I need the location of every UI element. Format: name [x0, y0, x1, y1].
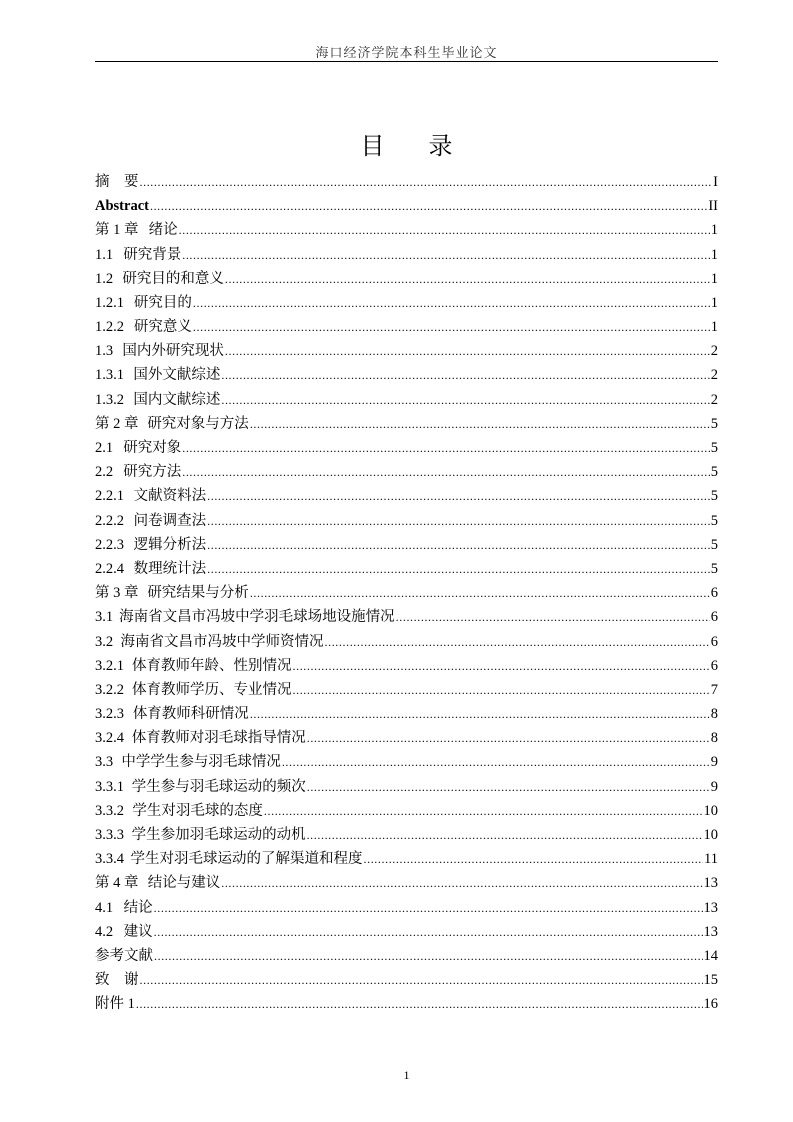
toc-dot-leader: [207, 484, 710, 508]
toc-entry-label: 海南省文昌市冯坡中学羽毛球场地设施情况: [119, 609, 395, 626]
toc-dot-leader: [221, 363, 709, 387]
toc-entry-number: 第 4 章: [95, 875, 139, 892]
toc-entry-page: 8: [710, 706, 718, 723]
toc-dot-leader: [293, 654, 710, 678]
toc-entry-label: 绪论: [148, 222, 178, 239]
toc-dot-leader: [182, 460, 710, 484]
toc-dot-leader: [250, 702, 710, 726]
toc-entry-page: 13: [703, 875, 718, 892]
toc-entry-label: 学生参与羽毛球运动的频次: [131, 778, 306, 795]
toc-entry[interactable]: [95, 460, 718, 484]
toc-entry[interactable]: [95, 291, 718, 315]
toc-dot-leader: [154, 944, 703, 968]
toc-entry[interactable]: [95, 533, 718, 557]
toc-dot-leader: [307, 726, 710, 750]
toc-entry-page: 6: [710, 633, 718, 650]
toc-dot-leader: [207, 557, 710, 581]
toc-entry-label: 摘 要: [95, 173, 139, 190]
toc-entry-label: 附件 1: [95, 996, 135, 1013]
toc-entry[interactable]: [95, 847, 718, 871]
toc-dot-leader: [154, 896, 703, 920]
toc-dot-leader: [250, 581, 710, 605]
toc-entry[interactable]: [95, 920, 718, 944]
toc-entry-label: 国内文献综述: [133, 391, 221, 408]
toc-entry-number: 1.2.1: [95, 294, 124, 311]
toc-entry-number: 3.2: [95, 633, 114, 650]
toc-entry-label: 学生对羽毛球的态度: [132, 802, 263, 819]
toc-entry-label: 结论与建议: [147, 875, 221, 892]
toc-title: 目录: [360, 134, 497, 160]
toc-dot-leader: [207, 509, 710, 533]
toc-entry[interactable]: [95, 654, 718, 678]
running-header: 海口经济学院本科生毕业论文: [315, 45, 498, 60]
toc-entry-label: 体育教师对羽毛球指导情况: [131, 730, 306, 747]
toc-entry-number: 1.3: [95, 343, 114, 360]
toc-entry-number: 3.3: [95, 754, 114, 771]
toc-entry-label: 学生参加羽毛球运动的动机: [131, 827, 306, 844]
toc-entry-label: 致 谢: [95, 972, 139, 989]
toc-entry-page: 9: [710, 754, 718, 771]
toc-dot-leader: [364, 847, 704, 871]
toc-entry-number: 3.2.4: [95, 730, 124, 747]
toc-entry-page: 6: [710, 585, 718, 602]
toc-entry-page: 5: [710, 536, 718, 553]
toc-entry-page: 9: [710, 778, 718, 795]
toc-entry-label: 结论: [123, 899, 153, 916]
toc-entry-label: 中学学生参与羽毛球情况: [121, 754, 281, 771]
toc-entry[interactable]: [95, 968, 718, 992]
toc-entry-number: 2.2: [95, 464, 114, 481]
toc-entry-label: 研究对象: [123, 440, 182, 457]
toc-entry-page: 10: [703, 827, 718, 844]
toc-entry-page: 5: [710, 488, 718, 505]
toc-entry-page: 13: [703, 899, 718, 916]
toc-dot-leader: [396, 605, 710, 629]
toc-entry-label: 海南省文昌市冯坡中学师资情况: [120, 633, 324, 650]
toc-entry-page: 11: [704, 851, 718, 868]
toc-entry[interactable]: [95, 871, 718, 895]
toc-entry-label: 国外文献综述: [133, 367, 221, 384]
toc-dot-leader: [225, 267, 710, 291]
toc-dot-leader: [150, 194, 707, 218]
toc-entry-number: 2.2.4: [95, 560, 124, 577]
toc-entry-number: 3.2.1: [95, 657, 124, 674]
toc-entry-label: 数理统计法: [133, 560, 207, 577]
toc-entry-number: 2.2.3: [95, 536, 124, 553]
toc-entry[interactable]: [95, 726, 718, 750]
toc-entry-label: 参考文献: [95, 947, 153, 964]
toc-entry-page: 6: [710, 609, 718, 626]
toc-entry-label: 国内外研究现状: [122, 343, 224, 360]
toc-dot-leader: [221, 388, 709, 412]
toc-dot-leader: [207, 533, 710, 557]
toc-dot-leader: [225, 339, 710, 363]
toc-entry-page: II: [708, 198, 718, 215]
toc-entry[interactable]: [95, 315, 718, 339]
toc-entry[interactable]: [95, 218, 718, 242]
toc-entry[interactable]: [95, 896, 718, 920]
toc-entry-label: 体育教师学历、专业情况: [132, 681, 292, 698]
toc-entry-number: 3.2.2: [95, 681, 124, 698]
toc-entry-label: 研究方法: [123, 464, 182, 481]
toc-dot-leader: [140, 170, 713, 194]
toc-entry-label: 研究意义: [133, 319, 192, 336]
toc-entry-label: 文献资料法: [133, 488, 207, 505]
toc-entry[interactable]: [95, 678, 718, 702]
toc-entry-label: 体育教师科研情况: [132, 706, 249, 723]
toc-entry[interactable]: [95, 823, 718, 847]
toc-entry[interactable]: [95, 944, 718, 968]
toc-entry-number: 2.2.2: [95, 512, 124, 529]
toc-entry-page: 1: [710, 246, 718, 263]
toc-entry-number: 1.3.2: [95, 391, 124, 408]
toc-entry-page: 7: [710, 681, 718, 698]
toc-entry-number: 第 1 章: [95, 222, 139, 239]
toc-entry-label: 建议: [123, 923, 153, 940]
toc-entry[interactable]: [95, 751, 718, 775]
toc-entry-page: 15: [703, 972, 718, 989]
toc-entry[interactable]: [95, 581, 718, 605]
toc-entry-label: 研究目的和意义: [122, 270, 224, 287]
toc-entry-number: 3.3.2: [95, 802, 124, 819]
toc-entry[interactable]: [95, 605, 718, 629]
toc-entry-number: 3.1: [95, 609, 114, 626]
toc-entry-page: 10: [703, 802, 718, 819]
toc-entry-number: 1.2.2: [95, 319, 124, 336]
toc-entry-number: 1.1: [95, 246, 114, 263]
toc-entry-number: 3.3.3: [95, 827, 124, 844]
toc-entry[interactable]: [95, 436, 718, 460]
toc-entry-number: 3.3.4: [95, 851, 124, 868]
toc-entry-page: 5: [710, 440, 718, 457]
toc-entry[interactable]: [95, 484, 718, 508]
toc-entry-number: 第 2 章: [95, 415, 139, 432]
toc-entry-page: 8: [710, 730, 718, 747]
toc-entry-page: 1: [710, 222, 718, 239]
toc-entry-page: I: [713, 173, 718, 190]
toc-dot-leader: [221, 871, 702, 895]
toc-dot-leader: [193, 291, 710, 315]
toc-entry-label: 研究目的: [133, 294, 192, 311]
toc-entry-page: 5: [710, 415, 718, 432]
table-of-contents: [95, 170, 718, 1017]
toc-entry-page: 2: [710, 391, 718, 408]
toc-dot-leader: [136, 992, 703, 1016]
toc-entry-page: 1: [710, 270, 718, 287]
header-rule: [95, 61, 718, 62]
toc-entry-page: 5: [710, 464, 718, 481]
toc-entry-number: 2.2.1: [95, 488, 124, 505]
toc-entry-page: 1: [710, 319, 718, 336]
toc-entry-page: 2: [710, 367, 718, 384]
toc-entry-page: 5: [710, 512, 718, 529]
toc-entry-page: 5: [710, 560, 718, 577]
toc-dot-leader: [250, 412, 710, 436]
toc-dot-leader: [154, 920, 703, 944]
toc-dot-leader: [293, 678, 710, 702]
toc-entry-label: 学生对羽毛球运动的了解渠道和程度: [130, 851, 363, 868]
toc-dot-leader: [179, 218, 710, 242]
toc-entry-page: 1: [710, 294, 718, 311]
toc-entry[interactable]: [95, 388, 718, 412]
toc-entry[interactable]: [95, 364, 718, 388]
toc-entry-number: 1.2: [95, 270, 114, 287]
page-number: 1: [403, 1068, 410, 1082]
toc-entry-number: 2.1: [95, 440, 114, 457]
toc-entry-label: 体育教师年龄、性别情况: [132, 657, 292, 674]
toc-entry[interactable]: [95, 630, 718, 654]
toc-entry-page: 14: [703, 947, 718, 964]
toc-entry-page: 16: [703, 996, 718, 1013]
toc-entry[interactable]: [95, 267, 718, 291]
toc-entry[interactable]: [95, 243, 718, 267]
toc-entry[interactable]: [95, 799, 718, 823]
toc-entry-number: 3.3.1: [95, 778, 124, 795]
toc-entry-label: 研究背景: [123, 246, 182, 263]
toc-entry-number: 1.3.1: [95, 367, 124, 384]
toc-entry[interactable]: [95, 194, 718, 218]
toc-dot-leader: [182, 243, 710, 267]
toc-entry-label: 问卷调查法: [133, 512, 207, 529]
toc-dot-leader: [282, 750, 710, 774]
toc-entry-number: 3.2.3: [95, 706, 124, 723]
toc-dot-leader: [307, 775, 710, 799]
toc-entry[interactable]: [95, 702, 718, 726]
toc-entry[interactable]: [95, 339, 718, 363]
toc-entry[interactable]: [95, 412, 718, 436]
toc-entry[interactable]: [95, 170, 718, 194]
toc-entry-label: 逻辑分析法: [133, 536, 207, 553]
toc-entry[interactable]: [95, 557, 718, 581]
toc-entry-number: 4.2: [95, 923, 114, 940]
toc-dot-leader: [325, 630, 710, 654]
toc-entry-number: 4.1: [95, 899, 114, 916]
toc-dot-leader: [307, 823, 703, 847]
toc-entry[interactable]: [95, 509, 718, 533]
toc-dot-leader: [182, 436, 710, 460]
toc-entry[interactable]: [95, 992, 718, 1016]
toc-entry-page: 6: [710, 657, 718, 674]
toc-entry-page: 13: [703, 923, 718, 940]
toc-entry-label: Abstract: [95, 198, 149, 215]
toc-entry-label: 研究对象与方法: [147, 415, 249, 432]
toc-dot-leader: [264, 799, 703, 823]
toc-dot-leader: [140, 968, 703, 992]
toc-dot-leader: [193, 315, 710, 339]
toc-entry-page: 2: [710, 343, 718, 360]
toc-entry-label: 研究结果与分析: [147, 585, 249, 602]
toc-entry[interactable]: [95, 775, 718, 799]
toc-entry-number: 第 3 章: [95, 585, 139, 602]
